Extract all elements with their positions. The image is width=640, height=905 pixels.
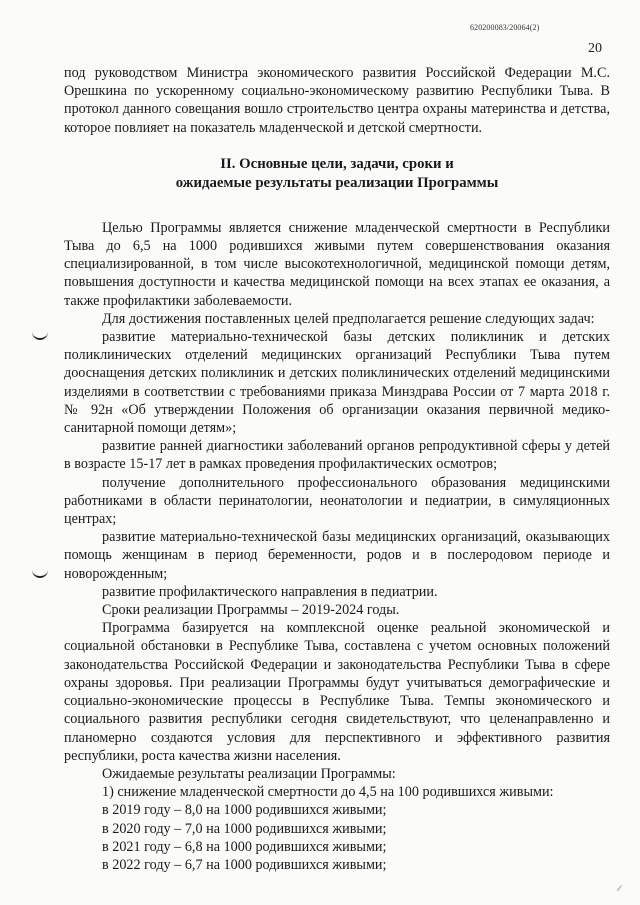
document-id: 620200083/20064(2) [470,23,540,32]
goal-paragraph: Целью Программы является снижение младенческой смертности в Республики Тыва до 6,5 на 1000 родившихся живыми путем совершенствования оказания специализированной, в том числе высокотехнологичной, медицинской помощи детям, повышения доступности и качества медицинской помощи на всех этапах ее оказания, а также профилактики заболеваемости. [64,219,610,309]
section-heading-line2: ожидаемые результаты реализации Программы [175,174,499,191]
yearly-result-line: в 2021 году – 6,8 на 1000 родившихся живыми; [102,838,387,855]
page-number: 20 [588,41,602,56]
margin-mark [32,330,48,340]
result-item: 1) снижение младенческой смертности до 4,5 на 100 родившихся живыми: [102,784,554,801]
section-heading-line1: II. Основные цели, задачи, сроки и [220,155,454,172]
expected-results-paragraph: Ожидаемые результаты реализации Программы: [102,765,396,782]
yearly-result-line: в 2019 году – 8,0 на 1000 родившихся живыми; [102,802,387,819]
task-item: получение дополнительного профессионального образования медицинскими работниками в области перинатологии, неонатологии и педиатрии, в симуляционных центрах; [64,474,610,528]
tasks-intro-paragraph: Для достижения поставленных целей предполагается решение следующих задач: [102,310,595,327]
yearly-result-line: в 2022 году – 6,7 на 1000 родившихся живыми; [102,856,387,873]
terms-paragraph: Сроки реализации Программы – 2019-2024 годы. [102,602,400,619]
margin-mark [32,568,48,578]
section-heading [64,155,610,193]
corner-mark: ⁄⁄ [618,884,621,893]
task-item: развитие материально-технической базы детских поликлиник и детских поликлинических отделений медицинских организаций Республики Тыва путем дооснащения детских поликлиник и детских поликлинических отделений медицинскими изделиями в соответствии с требованиями приказа Минздрава России от 7 марта 2018 г. № 92н «Об утверждении Положения об организации оказания первичной медико-санитарной помощи детям»; [64,329,610,437]
basis-paragraph: Программа базируется на комплексной оценке реальной экономической и социальной обстановки в Республике Тыва, составлена с учетом основных положений законодательства Российской Федерации и законодательства Республики Тыва в сфере охраны здоровья. При реализации Программы будут учитываться демографические и социально-экономические процессы в Республике Тыва. Темпы экономического и социального развития республики сегодня свидетельствуют, что целенаправленно и планомерно создаются условия для перспективного и эффективного развития республики, роста качества жизни населения. [64,620,610,764]
task-item: развитие материально-технической базы медицинских организаций, оказывающих помощь женщинам в период беременности, родов и в послеродовом периоде и новорожденным; [64,529,610,582]
task-item: развитие профилактического направления в педиатрии. [102,583,438,600]
yearly-result-line: в 2020 году – 7,0 на 1000 родившихся живыми; [102,820,387,837]
intro-paragraph: под руководством Министра экономического развития Российской Федерации М.С. Орешкина по ускоренному социально-экономическому развитию Республики Тыва. В протокол данного совещания вошло строительство центра охраны материнства и детства, которое повлияет на показатель младенческой и детской смертности. [64,65,610,136]
task-item: развитие ранней диагностики заболеваний органов репродуктивной сферы у детей в возрасте 15-17 лет в рамках проведения профилактических осмотров; [64,438,610,473]
document-body [64,64,610,874]
